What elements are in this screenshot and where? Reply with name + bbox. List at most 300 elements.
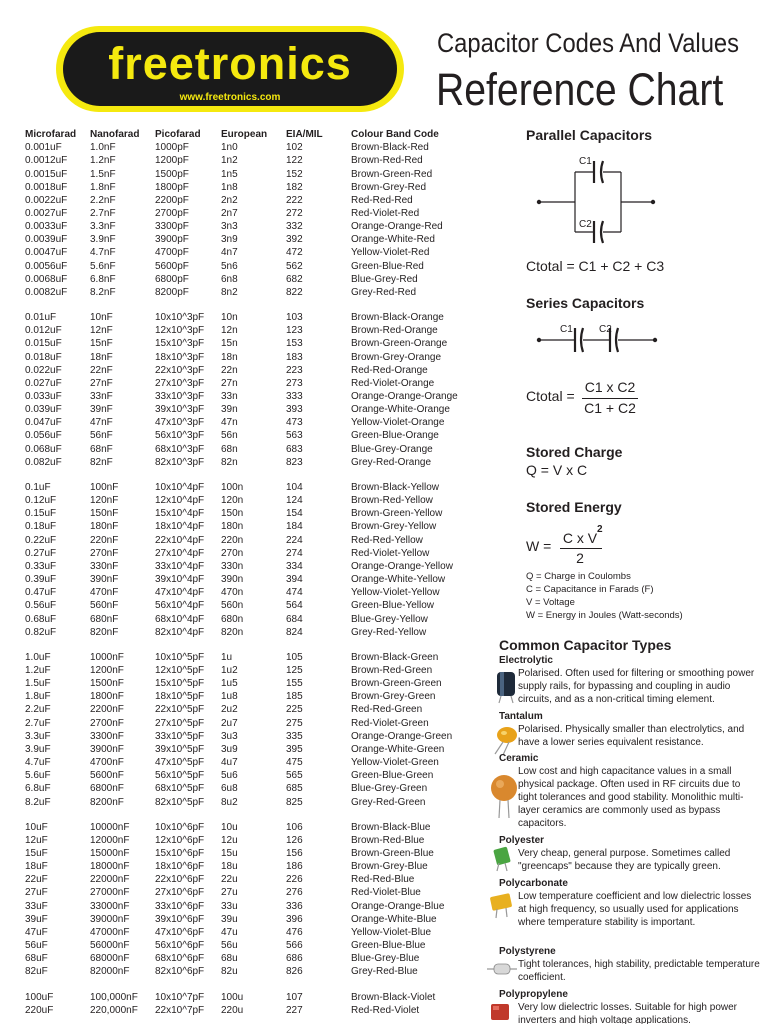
cell-picofarad: 1200pF xyxy=(155,155,189,167)
cell-eia-mil: 222 xyxy=(286,194,303,206)
cell-european: 10u xyxy=(221,821,238,833)
cell-european: 470n xyxy=(221,587,244,599)
cell-nanofarad: 2.7nF xyxy=(90,207,116,219)
cell-eia-mil: 225 xyxy=(286,704,303,716)
cell-eia-mil: 683 xyxy=(286,443,303,455)
type-tantalum xyxy=(499,710,761,749)
cell-picofarad: 22x10^5pF xyxy=(155,704,205,716)
cell-microfarad: 0.039uF xyxy=(25,404,62,416)
cell-picofarad: 27x10^3pF xyxy=(155,377,205,389)
type-description: Polarised. Physically smaller than electrolytics, and have a lower series equivalent resistance. xyxy=(518,724,745,748)
cell-microfarad: 0.1uF xyxy=(25,481,51,493)
ceramic-capacitor-icon xyxy=(487,772,521,822)
table-row xyxy=(25,220,495,233)
cell-colour-band: Grey-Red-Blue xyxy=(351,966,418,978)
cell-picofarad: 18x10^4pF xyxy=(155,521,205,533)
cell-eia-mil: 392 xyxy=(286,234,303,246)
cell-picofarad: 82x10^4pF xyxy=(155,626,205,638)
cell-colour-band: Green-Blue-Yellow xyxy=(351,600,435,612)
table-row xyxy=(25,717,495,730)
cell-colour-band: Brown-Green-Green xyxy=(351,678,442,690)
cell-nanofarad: 6.8nF xyxy=(90,273,116,285)
cell-european: 15n xyxy=(221,338,238,350)
cell-nanofarad: 27000nF xyxy=(90,887,130,899)
cell-nanofarad: 390nF xyxy=(90,574,119,586)
cell-eia-mil: 103 xyxy=(286,312,303,324)
cell-european: 680n xyxy=(221,613,244,625)
cell-european: 4n7 xyxy=(221,247,238,259)
table-row xyxy=(25,141,495,154)
cell-colour-band: Orange-Orange-Blue xyxy=(351,900,445,912)
cell-eia-mil: 273 xyxy=(286,377,303,389)
cap-c2-plate-b xyxy=(601,221,603,243)
cell-european: 8u2 xyxy=(221,796,238,808)
table-row xyxy=(25,939,495,952)
cell-european: 4u7 xyxy=(221,757,238,769)
cell-microfarad: 8.2uF xyxy=(25,796,51,808)
cell-nanofarad: 5600nF xyxy=(90,770,124,782)
table-row xyxy=(25,429,495,442)
capacitor-codes-table xyxy=(25,128,495,1017)
cell-picofarad: 33x10^3pF xyxy=(155,391,205,402)
cell-european: 82u xyxy=(221,966,238,978)
series-numerator: C1 x C2 xyxy=(584,379,636,395)
cell-colour-band: Brown-Green-Orange xyxy=(351,338,448,350)
type-ceramic xyxy=(499,752,761,830)
type-polyester xyxy=(499,834,761,873)
cell-microfarad: 4.7uF xyxy=(25,757,51,769)
cell-european: 82n xyxy=(221,456,238,468)
polycarbonate-capacitor-icon xyxy=(487,891,517,919)
cell-european: 33n xyxy=(221,391,238,402)
stored-energy-numerator: C x V xyxy=(562,530,598,546)
table-row xyxy=(25,286,495,299)
cell-picofarad: 18x10^5pF xyxy=(155,691,205,703)
cell-nanofarad: 15000nF xyxy=(90,848,130,859)
cell-eia-mil: 394 xyxy=(286,574,303,586)
cell-colour-band: Red-Violet-Green xyxy=(351,717,429,729)
cell-picofarad: 10x10^5pF xyxy=(155,651,205,663)
cell-picofarad: 3300pF xyxy=(155,221,189,233)
table-row xyxy=(25,769,495,782)
cell-colour-band: Red-Violet-Blue xyxy=(351,887,421,899)
cell-nanofarad: 680nF xyxy=(90,613,119,625)
cell-eia-mil: 332 xyxy=(286,221,303,233)
table-row xyxy=(25,860,495,873)
cell-picofarad: 33x10^4pF xyxy=(155,560,205,572)
page-subtitle: Capacitor Codes And Values xyxy=(437,28,740,58)
cell-picofarad: 18x10^3pF xyxy=(155,351,205,363)
cell-nanofarad: 3.9nF xyxy=(90,234,116,246)
table-group-spacer xyxy=(25,469,495,481)
cell-picofarad: 22x10^7pF xyxy=(155,1004,205,1016)
cell-eia-mil: 336 xyxy=(286,900,303,912)
cell-picofarad: 10x10^7pF xyxy=(155,991,205,1003)
cell-nanofarad: 1.8nF xyxy=(90,181,116,193)
type-name: Polyester xyxy=(499,835,545,846)
series-cap-c1-plate-b xyxy=(581,328,583,352)
cell-colour-band: Red-Violet-Red xyxy=(351,207,420,219)
cell-colour-band: Brown-Red-Yellow xyxy=(351,495,433,507)
cell-nanofarad: 1800nF xyxy=(90,691,124,703)
cell-european: 3u3 xyxy=(221,730,238,742)
cell-eia-mil: 227 xyxy=(286,1004,303,1016)
type-electrolytic xyxy=(499,654,761,706)
cell-eia-mil: 226 xyxy=(286,874,303,886)
cell-picofarad: 2200pF xyxy=(155,194,189,206)
cell-nanofarad: 4700nF xyxy=(90,757,124,769)
cell-microfarad: 3.3uF xyxy=(25,730,51,742)
table-row xyxy=(25,952,495,965)
cell-colour-band: Orange-Orange-Red xyxy=(351,221,443,233)
cell-microfarad: 0.001uF xyxy=(25,142,62,154)
cell-microfarad: 0.0082uF xyxy=(25,286,68,298)
type-polycarbonate xyxy=(499,877,761,929)
stored-energy-denominator: 2 xyxy=(576,550,584,566)
cell-colour-band: Orange-Orange-Orange xyxy=(351,391,458,402)
cell-picofarad: 22x10^4pF xyxy=(155,534,205,546)
cell-picofarad: 12x10^3pF xyxy=(155,325,205,337)
table-row xyxy=(25,651,495,664)
cell-nanofarad: 47000nF xyxy=(90,926,130,938)
cell-microfarad: 0.56uF xyxy=(25,600,57,612)
cell-microfarad: 0.0047uF xyxy=(25,247,68,259)
table-group-spacer xyxy=(25,639,495,651)
cell-colour-band: Yellow-Violet-Orange xyxy=(351,417,445,429)
stored-charge-formula: Q = V x C xyxy=(526,462,588,478)
cell-european: 22n xyxy=(221,364,238,376)
table-row xyxy=(25,834,495,847)
cell-microfarad: 0.015uF xyxy=(25,338,62,350)
cell-european: 1u8 xyxy=(221,691,238,703)
cell-eia-mil: 155 xyxy=(286,678,303,690)
cell-microfarad: 220uF xyxy=(25,1004,54,1016)
table-row xyxy=(25,626,495,639)
cell-picofarad: 2700pF xyxy=(155,207,189,219)
cell-picofarad: 27x10^6pF xyxy=(155,887,205,899)
cell-european: 820n xyxy=(221,626,244,638)
cell-european: 22u xyxy=(221,874,238,886)
cell-picofarad: 68x10^5pF xyxy=(155,783,205,795)
cell-eia-mil: 104 xyxy=(286,481,303,493)
type-name: Polypropylene xyxy=(499,989,568,1000)
cell-colour-band: Brown-Grey-Blue xyxy=(351,861,428,873)
table-row xyxy=(25,154,495,167)
cell-european: 27u xyxy=(221,887,238,899)
cell-nanofarad: 120nF xyxy=(90,495,119,507)
table-row xyxy=(25,926,495,939)
cell-nanofarad: 1500nF xyxy=(90,678,124,690)
cell-nanofarad: 82000nF xyxy=(90,966,130,978)
cell-microfarad: 15uF xyxy=(25,848,48,859)
cell-microfarad: 0.0012uF xyxy=(25,155,68,167)
cell-picofarad: 22x10^6pF xyxy=(155,874,205,886)
cell-colour-band: Orange-White-Green xyxy=(351,743,445,755)
cell-microfarad: 82uF xyxy=(25,966,48,978)
cell-european: 47u xyxy=(221,926,238,938)
cell-eia-mil: 182 xyxy=(286,181,303,193)
cell-nanofarad: 2700nF xyxy=(90,717,124,729)
cell-picofarad: 22x10^3pF xyxy=(155,364,205,376)
cell-european: 12u xyxy=(221,834,238,846)
table-row xyxy=(25,1004,495,1017)
table-row xyxy=(25,416,495,429)
cell-microfarad: 0.012uF xyxy=(25,325,62,337)
cell-nanofarad: 39nF xyxy=(90,404,113,416)
cell-colour-band: Blue-Grey-Yellow xyxy=(351,613,428,625)
cell-picofarad: 5600pF xyxy=(155,260,189,272)
cell-picofarad: 68x10^3pF xyxy=(155,443,205,455)
table-row xyxy=(25,207,495,220)
cell-eia-mil: 395 xyxy=(286,743,303,755)
cell-microfarad: 1.0uF xyxy=(25,651,51,663)
table-row xyxy=(25,273,495,286)
table-row xyxy=(25,494,495,507)
cell-european: 68n xyxy=(221,443,238,455)
cell-microfarad: 3.9uF xyxy=(25,743,51,755)
cell-european: 56u xyxy=(221,940,238,952)
cell-european: 6u8 xyxy=(221,783,238,795)
cell-colour-band: Grey-Red-Yellow xyxy=(351,626,427,638)
cell-nanofarad: 27nF xyxy=(90,377,113,389)
stored-energy-lhs: W = xyxy=(526,538,552,554)
cell-colour-band: Brown-Red-Red xyxy=(351,155,423,167)
cell-picofarad: 27x10^4pF xyxy=(155,547,205,559)
cell-nanofarad: 820nF xyxy=(90,626,119,638)
cell-microfarad: 27uF xyxy=(25,887,48,899)
cell-microfarad: 0.018uF xyxy=(25,351,62,363)
table-row xyxy=(25,730,495,743)
cell-colour-band: Brown-Red-Orange xyxy=(351,325,438,337)
cell-microfarad: 0.022uF xyxy=(25,364,62,376)
cell-microfarad: 68uF xyxy=(25,953,48,965)
cell-picofarad: 47x10^4pF xyxy=(155,587,205,599)
cell-european: 68u xyxy=(221,953,238,965)
cell-picofarad: 82x10^5pF xyxy=(155,796,205,808)
terminal-left xyxy=(537,200,541,204)
cell-microfarad: 0.68uF xyxy=(25,613,57,625)
cell-nanofarad: 470nF xyxy=(90,587,119,599)
cell-picofarad: 82x10^3pF xyxy=(155,456,205,468)
cell-picofarad: 12x10^6pF xyxy=(155,834,205,846)
polyester-capacitor-icon xyxy=(487,846,517,872)
cell-colour-band: Orange-White-Red xyxy=(351,234,435,246)
logo-badge xyxy=(63,32,397,106)
cell-nanofarad: 18000nF xyxy=(90,861,130,873)
type-name: Tantalum xyxy=(499,711,543,722)
cell-nanofarad: 33nF xyxy=(90,391,113,402)
parallel-circuit-diagram xyxy=(535,152,665,252)
cell-microfarad: 12uF xyxy=(25,834,48,846)
cell-colour-band: Yellow-Violet-Red xyxy=(351,247,430,259)
cell-picofarad: 8200pF xyxy=(155,286,189,298)
cell-nanofarad: 100,000nF xyxy=(90,991,138,1003)
cell-european: 120n xyxy=(221,495,244,507)
cell-eia-mil: 566 xyxy=(286,940,303,952)
cell-microfarad: 6.8uF xyxy=(25,783,51,795)
table-row xyxy=(25,847,495,860)
cell-european: 18u xyxy=(221,861,238,873)
cell-colour-band: Yellow-Violet-Green xyxy=(351,757,439,769)
cell-european: 1u5 xyxy=(221,678,238,690)
cell-colour-band: Brown-Green-Blue xyxy=(351,848,434,859)
cell-colour-band: Brown-Black-Yellow xyxy=(351,481,439,493)
cell-eia-mil: 105 xyxy=(286,651,303,663)
table-row xyxy=(25,260,495,273)
series-c2-label: C2 xyxy=(599,324,612,335)
cell-picofarad: 82x10^6pF xyxy=(155,966,205,978)
cell-nanofarad: 22000nF xyxy=(90,874,130,886)
table-row xyxy=(25,364,495,377)
cell-eia-mil: 334 xyxy=(286,560,303,572)
series-circuit-diagram xyxy=(535,318,670,358)
cell-european: 2u7 xyxy=(221,717,238,729)
table-row xyxy=(25,351,495,364)
cell-eia-mil: 276 xyxy=(286,887,303,899)
cell-european: 2n7 xyxy=(221,207,238,219)
cell-microfarad: 0.027uF xyxy=(25,377,62,389)
cell-microfarad: 0.0027uF xyxy=(25,207,68,219)
cell-nanofarad: 56nF xyxy=(90,430,113,442)
cell-microfarad: 0.01uF xyxy=(25,312,57,324)
cell-european: 3n9 xyxy=(221,234,238,246)
cell-eia-mil: 123 xyxy=(286,325,303,337)
cell-microfarad: 56uF xyxy=(25,940,48,952)
table-row xyxy=(25,573,495,586)
cell-european: 1n2 xyxy=(221,155,238,167)
cell-microfarad: 1.5uF xyxy=(25,678,51,690)
table-row xyxy=(25,796,495,809)
cell-nanofarad: 1.2nF xyxy=(90,155,116,167)
cell-eia-mil: 154 xyxy=(286,508,303,520)
cell-nanofarad: 82nF xyxy=(90,456,113,468)
cell-nanofarad: 180nF xyxy=(90,521,119,533)
cell-microfarad: 0.0022uF xyxy=(25,194,68,206)
table-group-spacer xyxy=(25,809,495,821)
cell-colour-band: Green-Blue-Blue xyxy=(351,940,426,952)
cell-eia-mil: 476 xyxy=(286,926,303,938)
cell-picofarad: 68x10^6pF xyxy=(155,953,205,965)
table-row xyxy=(25,390,495,403)
cell-colour-band: Brown-Black-Red xyxy=(351,142,429,154)
cell-european: 3u9 xyxy=(221,743,238,755)
legend-item-v: V = Voltage xyxy=(526,597,575,608)
cell-microfarad: 18uF xyxy=(25,861,48,873)
cell-microfarad: 0.0018uF xyxy=(25,181,68,193)
freetronics-logo xyxy=(56,26,404,112)
cell-colour-band: Orange-Orange-Green xyxy=(351,730,453,742)
cell-picofarad: 15x10^4pF xyxy=(155,508,205,520)
table-row xyxy=(25,756,495,769)
cell-eia-mil: 156 xyxy=(286,848,303,859)
table-row xyxy=(25,547,495,560)
cell-european: 47n xyxy=(221,417,238,429)
table-row xyxy=(25,900,495,913)
cell-european: 2u2 xyxy=(221,704,238,716)
stored-charge-title: Stored Charge xyxy=(526,444,623,460)
cell-colour-band: Orange-White-Yellow xyxy=(351,574,446,586)
cell-colour-band: Orange-Orange-Yellow xyxy=(351,560,453,572)
stored-energy-title: Stored Energy xyxy=(526,499,622,515)
cell-picofarad: 10x10^4pF xyxy=(155,481,205,493)
cell-colour-band: Red-Red-Orange xyxy=(351,364,428,376)
electrolytic-capacitor-icon xyxy=(487,670,521,704)
cell-eia-mil: 823 xyxy=(286,456,303,468)
table-group-spacer xyxy=(25,299,495,311)
cell-microfarad: 10uF xyxy=(25,821,48,833)
table-row xyxy=(25,690,495,703)
cell-colour-band: Brown-Red-Green xyxy=(351,664,433,676)
cell-european: 180n xyxy=(221,521,244,533)
cell-colour-band: Red-Red-Yellow xyxy=(351,534,423,546)
cell-nanofarad: 10000nF xyxy=(90,821,130,833)
table-row xyxy=(25,913,495,926)
cell-picofarad: 3900pF xyxy=(155,234,189,246)
cell-eia-mil: 562 xyxy=(286,260,303,272)
cell-eia-mil: 184 xyxy=(286,521,303,533)
cell-picofarad: 47x10^3pF xyxy=(155,417,205,429)
cell-microfarad: 33uF xyxy=(25,900,48,912)
table-row xyxy=(25,560,495,573)
table-row xyxy=(25,324,495,337)
capacitor-types-title: Common Capacitor Types xyxy=(499,637,672,653)
cell-microfarad: 0.082uF xyxy=(25,456,62,468)
cell-european: 15u xyxy=(221,848,238,859)
cell-microfarad: 0.0068uF xyxy=(25,273,68,285)
cell-nanofarad: 10nF xyxy=(90,312,113,324)
cell-eia-mil: 685 xyxy=(286,783,303,795)
type-name: Polycarbonate xyxy=(499,878,568,889)
cell-eia-mil: 224 xyxy=(286,534,303,546)
cell-nanofarad: 1.0nF xyxy=(90,142,116,154)
cell-microfarad: 1.2uF xyxy=(25,664,51,676)
legend-item-q: Q = Charge in Coulombs xyxy=(526,571,631,582)
cell-eia-mil: 272 xyxy=(286,207,303,219)
cell-colour-band: Red-Red-Violet xyxy=(351,1004,420,1016)
table-row xyxy=(25,377,495,390)
cell-european: 1n0 xyxy=(221,142,238,154)
cell-picofarad: 68x10^4pF xyxy=(155,613,205,625)
table-row xyxy=(25,456,495,469)
type-name: Electrolytic xyxy=(499,655,553,666)
type-polystyrene xyxy=(499,945,761,984)
cell-picofarad: 33x10^6pF xyxy=(155,900,205,912)
cell-eia-mil: 275 xyxy=(286,717,303,729)
cell-microfarad: 0.18uF xyxy=(25,521,57,533)
cell-nanofarad: 5.6nF xyxy=(90,260,116,272)
col-header-nanofarad: Nanofarad xyxy=(90,129,140,140)
table-row xyxy=(25,664,495,677)
cell-microfarad: 2.7uF xyxy=(25,717,51,729)
cell-eia-mil: 125 xyxy=(286,664,303,676)
cell-nanofarad: 8.2nF xyxy=(90,286,116,298)
table-row xyxy=(25,194,495,207)
table-row xyxy=(25,743,495,756)
cell-colour-band: Orange-White-Orange xyxy=(351,404,450,416)
type-description: Polarised. Often used for filtering or smoothing power supply rails, for bypassing and coupling in audio circuits, and as a non-critical timing element. xyxy=(518,668,755,705)
cell-nanofarad: 47nF xyxy=(90,417,113,429)
cell-eia-mil: 563 xyxy=(286,430,303,442)
cell-eia-mil: 682 xyxy=(286,273,303,285)
cell-eia-mil: 822 xyxy=(286,286,303,298)
table-row xyxy=(25,886,495,899)
cell-picofarad: 15x10^5pF xyxy=(155,678,205,690)
cell-colour-band: Red-Red-Red xyxy=(351,194,413,206)
table-row xyxy=(25,311,495,324)
cell-eia-mil: 826 xyxy=(286,966,303,978)
cell-microfarad: 0.0015uF xyxy=(25,168,68,180)
cell-picofarad: 4700pF xyxy=(155,247,189,259)
